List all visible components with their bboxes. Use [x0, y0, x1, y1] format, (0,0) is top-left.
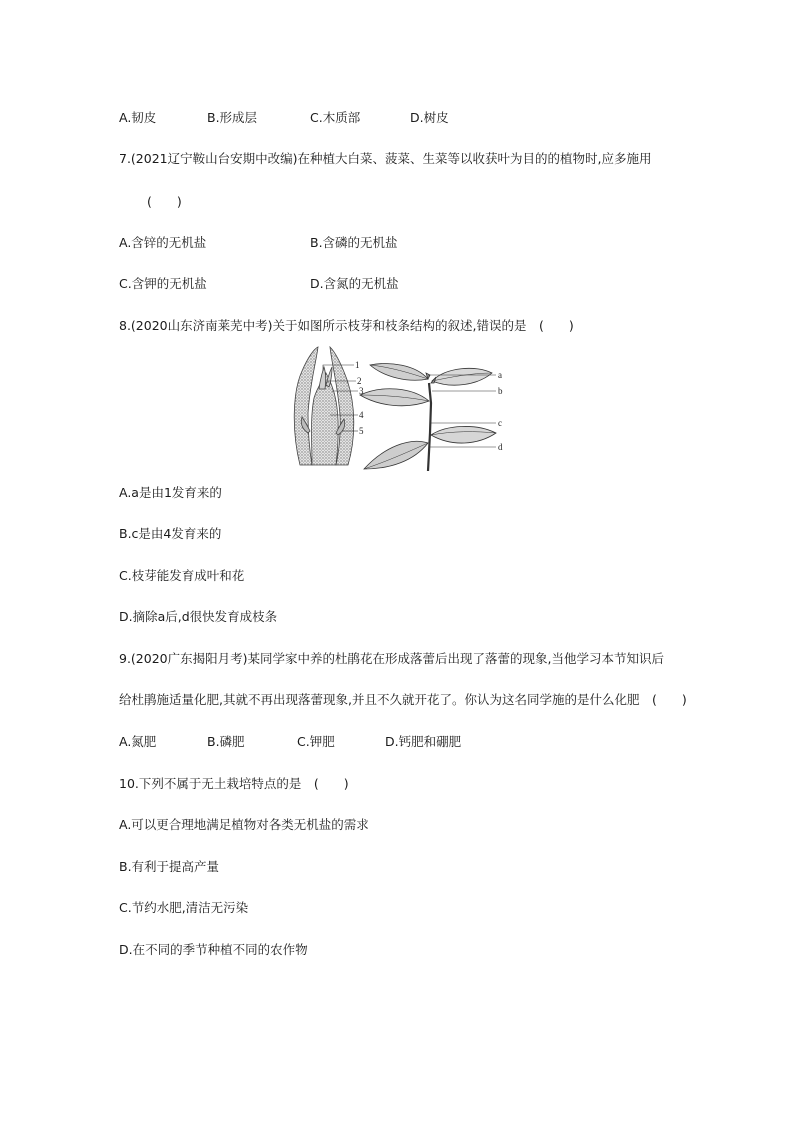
q9-option-c: C.钾肥 [297, 734, 335, 749]
q10-stem: 10.下列不属于无土栽培特点的是 ( ) [119, 776, 349, 791]
q9-option-a: A.氮肥 [119, 734, 157, 749]
q8-figure [286, 343, 512, 473]
q8-option-b: B.c是由4发育来的 [119, 526, 222, 541]
bud-label-5: 5 [359, 426, 364, 436]
q10-option-d: D.在不同的季节种植不同的农作物 [119, 942, 308, 957]
branch-label-b: b [498, 386, 503, 396]
bud-label-4: 4 [359, 410, 364, 420]
q7-option-d: D.含氮的无机盐 [310, 276, 399, 291]
q7-option-c: C.含钾的无机盐 [119, 276, 207, 291]
q10-option-a: A.可以更合理地满足植物对各类无机盐的需求 [119, 817, 369, 832]
q8-option-d: D.摘除a后,d很快发育成枝条 [119, 609, 278, 624]
branch [360, 364, 496, 471]
q7-option-b: B.含磷的无机盐 [310, 235, 398, 250]
bud-and-branch-illustration [286, 343, 512, 473]
q6-option-b: B.形成层 [207, 110, 258, 125]
q7-stem: 7.(2021辽宁鞍山台安期中改编)在种植大白菜、菠菜、生菜等以收获叶为目的的植物时,应多施用 [119, 151, 652, 166]
q7-option-a: A.含锌的无机盐 [119, 235, 207, 250]
q10-option-c: C.节约水肥,清洁无污染 [119, 900, 249, 915]
branch-label-d: d [498, 442, 503, 452]
q9-stem-line1: 9.(2020广东揭阳月考)某同学家中养的杜鹃花在形成落蕾后出现了落蕾的现象,当他学习本节知识后 [119, 651, 664, 666]
branch-label-a: a [498, 370, 502, 380]
q9-stem-line2: 给杜鹃施适量化肥,其就不再出现落蕾现象,并且不久就开花了。你认为这名同学施的是什么化肥 ( ) [119, 692, 687, 707]
q9-option-b: B.磷肥 [207, 734, 245, 749]
q9-option-d: D.钙肥和硼肥 [385, 734, 462, 749]
q7-answer-blank: ( ) [147, 194, 182, 209]
q8-option-a: A.a是由1发育来的 [119, 485, 222, 500]
q6-option-c: C.木质部 [310, 110, 361, 125]
branch-label-c: c [498, 418, 502, 428]
q6-option-a: A.韧皮 [119, 110, 157, 125]
bud-label-1: 1 [355, 360, 360, 370]
q8-option-c: C.枝芽能发育成叶和花 [119, 568, 245, 583]
q10-option-b: B.有利于提高产量 [119, 859, 220, 874]
bud-label-2: 2 [357, 376, 362, 386]
bud-label-3: 3 [359, 386, 364, 396]
q8-stem: 8.(2020山东济南莱芜中考)关于如图所示枝芽和枝条结构的叙述,错误的是 ( ) [119, 318, 574, 333]
q6-option-d: D.树皮 [410, 110, 449, 125]
